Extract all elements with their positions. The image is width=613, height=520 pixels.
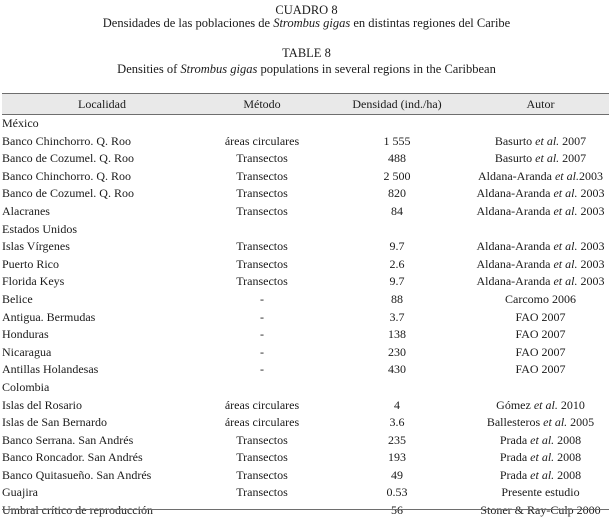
table-row: [2, 326, 609, 344]
cell-localidad: Florida Keys: [2, 274, 65, 289]
cell-densidad: 9.7: [389, 274, 405, 289]
cell-metodo: Transectos: [236, 186, 288, 201]
cell-metodo: Transectos: [236, 450, 288, 465]
cell-metodo: [202, 502, 322, 520]
cell-metodo: Transectos: [236, 239, 288, 254]
cell-densidad: 1 555: [383, 133, 411, 148]
cell-autor: [472, 397, 609, 415]
cell-autor: [472, 449, 609, 467]
cell-densidad: 820: [388, 186, 406, 201]
author-name: Aldana-Aranda: [476, 186, 551, 201]
cell-densidad: 235: [388, 432, 406, 447]
cell-metodo: [202, 221, 322, 239]
author-etal: et al.: [530, 432, 555, 447]
cell-localidad: Banco Chinchorro. Q. Roo: [2, 133, 131, 148]
cell-densidad: 84: [391, 203, 403, 218]
cell-autor: [472, 168, 609, 186]
author-etal: et al.: [553, 186, 578, 201]
cell-densidad: 49: [391, 467, 403, 482]
cell-autor: [472, 484, 609, 502]
table-row: [2, 467, 609, 485]
cell-densidad: 0.53: [386, 485, 408, 500]
author-year: 2003: [577, 186, 605, 201]
cell-densidad: 2 500: [383, 168, 411, 183]
cell-metodo: -: [260, 291, 264, 306]
author-year: 2003: [577, 203, 605, 218]
cell-autor: [472, 185, 609, 203]
author-name: Basurto: [494, 133, 533, 148]
table-row: [2, 344, 609, 362]
table-row: [2, 432, 609, 450]
caption-es-species: Strombus gigas: [273, 16, 351, 30]
caption-es-pre: Densidades de las poblaciones de: [102, 16, 274, 30]
author-name: Prada: [499, 450, 528, 465]
cell-autor: [472, 273, 609, 291]
cell-metodo: Transectos: [236, 151, 288, 166]
group-label: Colombia: [2, 379, 50, 394]
author-name: Presente estudio: [501, 485, 580, 500]
cell-autor: [472, 379, 609, 397]
author-name: Carcomo 2006: [505, 291, 576, 306]
cell-localidad: Banco de Cozumel. Q. Roo: [2, 151, 134, 166]
group-row: [2, 115, 609, 133]
author-year: 2003: [577, 256, 605, 271]
author-year: 2008: [554, 467, 582, 482]
cell-autor: [472, 361, 609, 379]
author-etal: et al.: [533, 397, 558, 412]
cell-metodo: Transectos: [236, 485, 288, 500]
cell-densidad: 56: [391, 503, 403, 518]
table-row: [2, 168, 609, 186]
author-etal: et al.: [530, 467, 555, 482]
cell-densidad: 88: [391, 291, 403, 306]
author-year: 2003: [577, 239, 605, 254]
cell-metodo: -: [260, 327, 264, 342]
author-name: Prada: [499, 432, 528, 447]
table-row: [2, 150, 609, 168]
author-year: 2010: [557, 397, 585, 412]
author-year: 2003: [577, 274, 605, 289]
cell-metodo: [202, 115, 322, 133]
cell-autor: [472, 309, 609, 327]
author-name: Aldana-Aranda: [476, 203, 551, 218]
table-row: [2, 397, 609, 415]
cell-metodo: Transectos: [236, 432, 288, 447]
author-name: Prada: [499, 467, 528, 482]
table-row: [2, 449, 609, 467]
author-year: 2003: [578, 168, 603, 183]
author-name: FAO 2007: [515, 309, 566, 324]
header-autor: Autor: [526, 97, 555, 111]
table-row: [2, 133, 609, 151]
cell-densidad: [322, 379, 472, 397]
cell-densidad: 488: [388, 151, 406, 166]
table-row: [2, 309, 609, 327]
author-etal: et al.: [535, 151, 560, 166]
table-row: [2, 273, 609, 291]
cell-densidad: 3.6: [389, 415, 405, 430]
header-metodo: Método: [243, 97, 281, 111]
table-bottom-rule: [2, 509, 609, 510]
table-body: [2, 115, 609, 520]
table-row: [2, 238, 609, 256]
table-row: [2, 256, 609, 274]
caption-en-title: TABLE 8: [282, 46, 331, 60]
cell-localidad: Umbral crítico de reproducción: [2, 503, 153, 518]
cell-autor: [472, 502, 609, 520]
author-name: Basurto: [494, 151, 533, 166]
density-table: [2, 115, 609, 520]
cell-autor: [472, 221, 609, 239]
cell-metodo: Transectos: [236, 256, 288, 271]
cell-metodo: áreas circulares: [224, 415, 300, 430]
caption-en-post: populations in several regions in the Caribbean: [257, 62, 496, 76]
cell-metodo: Transectos: [236, 203, 288, 218]
group-label: Estados Unidos: [2, 221, 77, 236]
cell-localidad: Honduras: [2, 327, 49, 342]
author-name: Stoner & Ray-Culp 2000: [480, 503, 601, 518]
cell-localidad: Islas de San Bernardo: [2, 415, 107, 430]
caption-es-post: en distintas regiones del Caribe: [350, 16, 511, 30]
cell-localidad: Puerto Rico: [2, 256, 59, 271]
author-year: 2008: [554, 432, 582, 447]
author-etal: et al.: [554, 168, 579, 183]
cell-localidad: Guajira: [2, 485, 38, 500]
cell-autor: [472, 238, 609, 256]
table-row: [2, 502, 609, 520]
cell-densidad: 430: [388, 362, 406, 377]
cell-autor: [472, 291, 609, 309]
author-etal: et al.: [553, 239, 578, 254]
cell-localidad: Banco Chinchorro. Q. Roo: [2, 168, 131, 183]
author-year: 2008: [554, 450, 582, 465]
table-row: [2, 185, 609, 203]
cell-autor: [472, 414, 609, 432]
table-header: [2, 93, 609, 115]
cell-densidad: 230: [388, 344, 406, 359]
caption-es-subtitle: [0, 16, 613, 31]
author-name: FAO 2007: [515, 327, 566, 342]
group-row: [2, 379, 609, 397]
author-year: 2005: [567, 415, 595, 430]
cell-metodo: [202, 379, 322, 397]
cell-autor: [472, 467, 609, 485]
cell-localidad: Banco de Cozumel. Q. Roo: [2, 186, 134, 201]
cell-localidad: Banco Serrana. San Andrés: [2, 432, 134, 447]
author-etal: et al.: [535, 133, 560, 148]
group-label: México: [2, 116, 39, 130]
author-name: Aldana-Aranda: [476, 239, 551, 254]
cell-localidad: Alacranes: [2, 203, 50, 218]
table-row: [2, 203, 609, 221]
cell-localidad: Antillas Holandesas: [2, 362, 99, 377]
cell-densidad: 2.6: [389, 256, 405, 271]
caption-es-title: CUADRO 8: [275, 3, 338, 17]
author-name: Ballesteros: [486, 415, 541, 430]
cell-densidad: 4: [394, 397, 400, 412]
group-row: [2, 221, 609, 239]
cell-metodo: áreas circulares: [224, 397, 300, 412]
cell-localidad: Islas del Rosario: [2, 397, 82, 412]
cell-localidad: Islas Vírgenes: [2, 239, 70, 254]
header-localidad: Localidad: [78, 97, 126, 111]
caption-en-subtitle: [0, 62, 613, 77]
cell-autor: [472, 326, 609, 344]
cell-densidad: 138: [388, 327, 406, 342]
cell-localidad: Nicaragua: [2, 344, 52, 359]
cell-autor: [472, 133, 609, 151]
cell-metodo: áreas circulares: [224, 133, 300, 148]
cell-densidad: 3.7: [389, 309, 405, 324]
cell-localidad: Antigua. Bermudas: [2, 309, 96, 324]
cell-densidad: [322, 221, 472, 239]
table-row: [2, 414, 609, 432]
header-densidad: Densidad (ind./ha): [352, 97, 442, 111]
author-etal: et al.: [553, 256, 578, 271]
cell-localidad: Banco Quitasueño. San Andrés: [2, 467, 152, 482]
author-name: FAO 2007: [515, 362, 566, 377]
table-row: [2, 361, 609, 379]
author-name: FAO 2007: [515, 344, 566, 359]
cell-metodo: Transectos: [236, 467, 288, 482]
cell-densidad: 193: [388, 450, 406, 465]
cell-metodo: Transectos: [236, 168, 288, 183]
cell-metodo: -: [260, 362, 264, 377]
cell-localidad: Belice: [2, 291, 33, 306]
table-row: [2, 484, 609, 502]
author-etal: et al.: [543, 415, 568, 430]
cell-densidad: [322, 115, 472, 133]
author-etal: et al.: [553, 274, 578, 289]
table-row: [2, 291, 609, 309]
author-name: Aldana-Aranda: [476, 274, 551, 289]
author-etal: et al.: [530, 450, 555, 465]
cell-densidad: 9.7: [389, 239, 405, 254]
author-year: 2007: [559, 133, 587, 148]
cell-autor: [472, 256, 609, 274]
cell-metodo: -: [260, 344, 264, 359]
author-year: 2007: [559, 151, 587, 166]
author-etal: et al.: [553, 203, 578, 218]
caption-en-species: Strombus gigas: [180, 62, 258, 76]
cell-localidad: Banco Roncador. San Andrés: [2, 450, 143, 465]
author-name: Aldana-Aranda: [476, 256, 551, 271]
author-name: Gómez: [496, 397, 531, 412]
caption-en-pre: Densities of: [117, 62, 181, 76]
cell-autor: [472, 115, 609, 133]
cell-metodo: -: [260, 309, 264, 324]
cell-autor: [472, 432, 609, 450]
cell-metodo: Transectos: [236, 274, 288, 289]
cell-autor: [472, 344, 609, 362]
cell-autor: [472, 203, 609, 221]
cell-autor: [472, 150, 609, 168]
author-name: Aldana-Aranda: [478, 168, 552, 183]
